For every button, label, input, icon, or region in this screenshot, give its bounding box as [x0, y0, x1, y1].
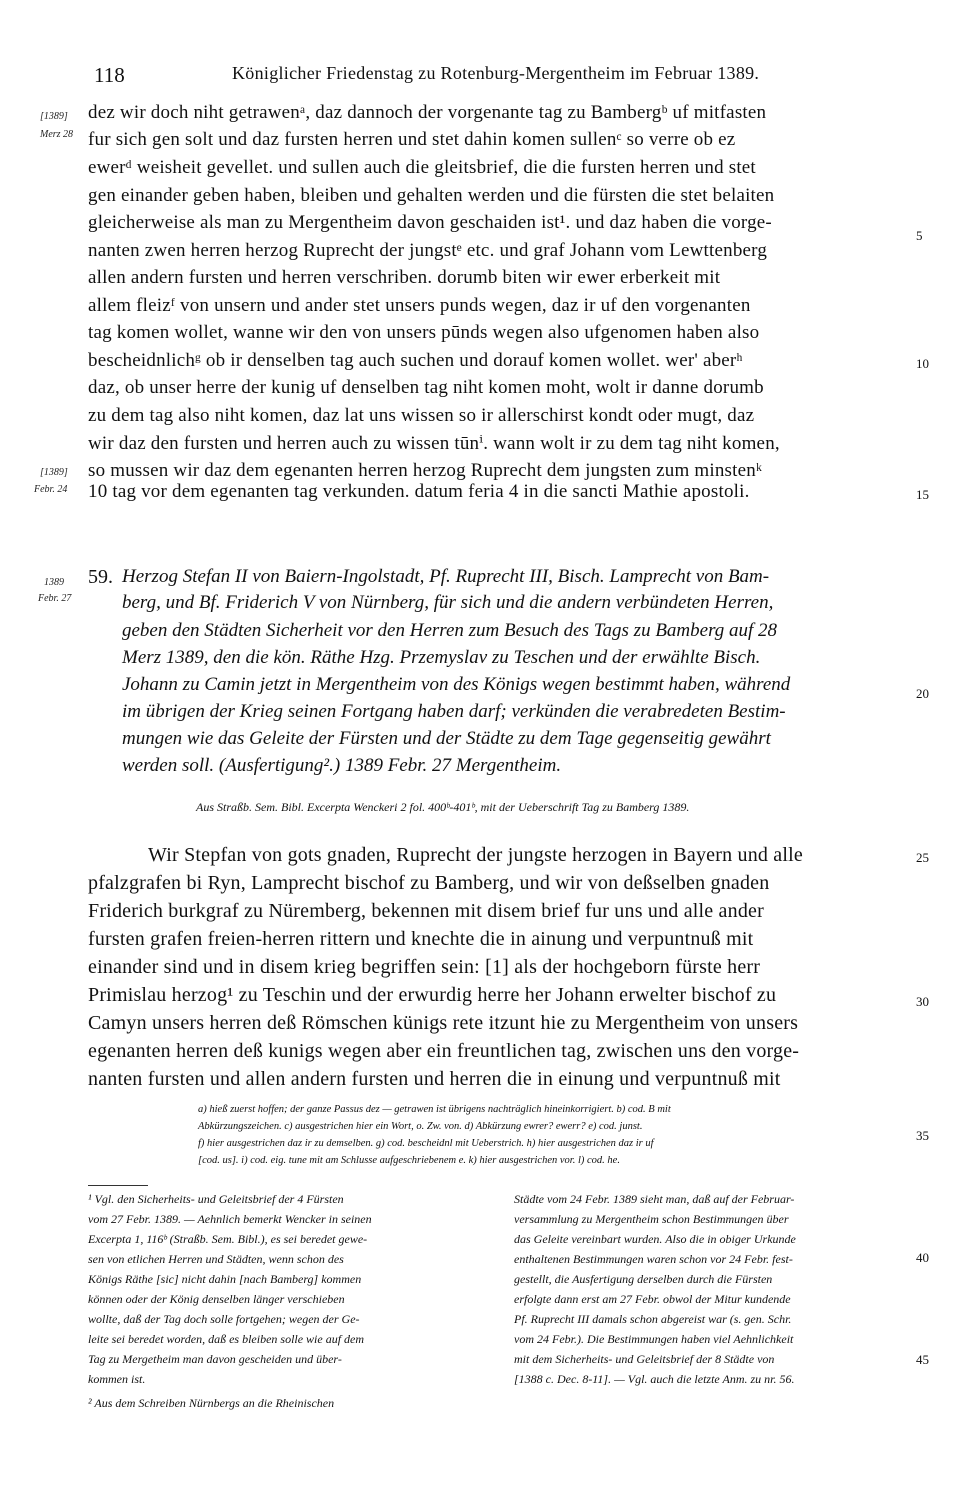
- document-line: nanten fursten und allen andern fursten und herren die in einung und verpuntnuß mit: [88, 1068, 781, 1090]
- critical-note-line: Abkürzungszeichen. c) ausgestrichen hier ein Wort, o. Zw. von. d) Abkürzung ewrer? ewerr? e) cod. junst.: [198, 1121, 643, 1132]
- footnote-line: ¹ Vgl. den Sicherheits- und Geleitsbrief der 4 Fürsten: [88, 1192, 344, 1206]
- line-number: 15: [916, 487, 929, 502]
- body-line: nanten zwen herren herzog Ruprecht der jungstᵉ etc. und graf Johann vom Lewttenberg: [88, 240, 768, 261]
- body-line: bescheidnlichᵍ ob ir denselben tag auch suchen und dorauf komen wollet. wer' aberʰ: [88, 350, 743, 371]
- document-line: egenanten herren deß kunigs wegen aber ein freuntlichen tag, zwischen uns den vorge-: [88, 1040, 800, 1062]
- line-number: 40: [916, 1250, 929, 1265]
- footnote-line: Städte vom 24 Febr. 1389 sieht man, daß auf der Februar-: [514, 1192, 795, 1206]
- footnote-line: wollte, daß der Tag doch solle fortgehen; wegen der Ge-: [88, 1312, 360, 1326]
- body-line: zu dem tag also niht komen, daz lat uns wissen so ir allerschirst kondt oder mugt, daz: [88, 405, 755, 426]
- regest-line: berg, und Bf. Friderich V von Nürnberg, für sich und die andern verbündeten Herren,: [122, 592, 774, 613]
- line-number: 10: [916, 356, 929, 371]
- footnote-line: sen von etlichen Herren und Städten, wenn schon des: [88, 1252, 344, 1266]
- regest-line: Merz 1389, den die kön. Räthe Hzg. Przemyslav zu Teschen und der erwählte Bisch.: [122, 647, 761, 668]
- regest-line: Herzog Stefan II von Baiern-Ingolstadt, Pf. Ruprecht III, Bisch. Lamprecht von Bam-: [122, 566, 770, 587]
- margin-date: Febr. 24: [34, 484, 68, 495]
- regest-line: im übrigen der Krieg seinen Fortgang haben darf; verkünden die verabredeten Bestim-: [122, 701, 786, 722]
- critical-note-line: a) hieß zuerst hoffen; der ganze Passus dez — getrawen ist übrigens nachträglich hineinkorrigiert. b) cod. B mit: [198, 1104, 671, 1115]
- footnote-line: können oder der König denselben länger verschieben: [88, 1292, 345, 1306]
- line-number: 20: [916, 686, 929, 701]
- footnote-line: ² Aus dem Schreiben Nürnbergs an die Rheinischen: [88, 1396, 335, 1410]
- line-number: 5: [916, 228, 923, 243]
- document-line: einander sind und in disem krieg begriffen sein: [1] als der hochgeborn fürste herr: [88, 956, 761, 978]
- margin-date: 1389: [44, 577, 64, 588]
- body-line: daz, ob unser herre der kunig uf denselben tag niht komen moht, wolt ir danne dorumb: [88, 377, 764, 398]
- footnote-line: [1388 c. Dec. 8-11]. — Vgl. auch die letzte Anm. zu nr. 56.: [514, 1372, 795, 1386]
- body-line: ewerᵈ weisheit gevellet. und sullen auch die gleitsbrief, die die fursten herren und stet: [88, 157, 756, 178]
- footnote-line: versammlung zu Mergentheim schon Bestimmungen über: [514, 1212, 789, 1226]
- document-line: Camyn unsers herren deß Römschen künigs rete itzunt hie zu Mergentheim von unsers: [88, 1012, 799, 1034]
- running-title: Königlicher Friedenstag zu Rotenburg-Mergentheim im Februar 1389.: [232, 63, 760, 83]
- footnote-line: Königs Räthe [sic] nicht dahin [nach Bamberg] kommen: [88, 1272, 362, 1286]
- line-number: 45: [916, 1352, 929, 1367]
- body-line: wir daz den fursten und herren auch zu wissen tūnⁱ. wann wolt ir zu dem tag niht komen,: [88, 433, 780, 454]
- footnote-line: vom 24 Febr.). Die Bestimmungen haben viel Aehnlichkeit: [514, 1332, 794, 1346]
- body-line: 10 tag vor dem egenanten tag verkunden. datum feria 4 in die sancti Mathie apostoli.: [88, 481, 750, 502]
- regest-number: 59.: [88, 566, 113, 588]
- body-line: allem fleizᶠ von unsern und ander stet unsers punds wegen, daz ir uf den vorgenanten: [88, 295, 751, 316]
- body-line: fur sich gen solt und daz fursten herren und stet dahin komen sullenᶜ so verre ob ez: [88, 129, 736, 150]
- regest-line: werden soll. (Ausfertigung².) 1389 Febr. 27 Mergentheim.: [122, 755, 562, 776]
- footnote-rule: [88, 1185, 148, 1186]
- footnote-line: Tag zu Mergetheim man davon gescheiden und über-: [88, 1352, 342, 1366]
- document-line: Friderich burkgraf zu Nüremberg, bekennen mit disem brief fur uns und alle ander: [88, 900, 764, 922]
- document-line: fursten grafen freien-herren rittern und knechte die in ainung und verpuntnuß mit: [88, 928, 754, 950]
- margin-date: Merz 28: [40, 129, 74, 140]
- page-number: 118: [94, 63, 125, 87]
- footnote-line: leite sei beredet worden, daß es bleiben solle wie auf dem: [88, 1332, 365, 1346]
- critical-note-line: [cod. us]. i) cod. eig. tune mit am Schlusse aufgeschriebenem e. k) hier ausgestrichen vor. l) cod. he.: [198, 1155, 620, 1166]
- body-line: tag komen wollet, wanne wir den von unsers pūnds wegen also ufgenomen haben also: [88, 322, 760, 343]
- footnote-line: Pf. Ruprecht III damals schon abgereist war (s. gen. Schr.: [514, 1312, 792, 1326]
- line-number: 35: [916, 1128, 929, 1143]
- footnote-line: erfolgte dann erst am 27 Febr. obwol der Mitur kundende: [514, 1292, 791, 1306]
- line-number: 30: [916, 994, 929, 1009]
- document-line: Primislau herzog¹ zu Teschin und der erwurdig herre her Johann erwelter bischof zu: [88, 984, 777, 1006]
- body-line: so mussen wir daz dem egenanten herren herzog Ruprecht dem jungsten zum minstenᵏ: [88, 460, 763, 481]
- critical-note-line: f) hier ausgestrichen daz ir zu demselben. g) cod. bescheidnl mit Ueberstrich. h) hier ausgestrichen daz ir uf: [198, 1138, 654, 1149]
- footnote-line: enthaltenen Bestimmungen waren schon vor 24 Febr. fest-: [514, 1252, 793, 1266]
- body-line: dez wir doch niht getrawenᵃ, daz dannoch der vorgenante tag zu Bambergᵇ uf mitfasten: [88, 102, 767, 123]
- body-line: gleicherweise als man zu Mergentheim davon geschaiden ist¹. und daz haben die vorge-: [88, 212, 772, 233]
- regest-line: geben den Städten Sicherheit vor den Herren zum Besuch des Tags zu Bamberg auf 28: [122, 620, 778, 641]
- footnote-line: kommen ist.: [88, 1372, 146, 1386]
- margin-date: [1389]: [40, 467, 68, 478]
- line-number: 25: [916, 850, 929, 865]
- footnote-line: das Geleite vereinbart wurden. Also die in obiger Urkunde: [514, 1232, 796, 1246]
- body-line: allen andern fursten und herren verschriben. dorumb biten wir ewer erberkeit mit: [88, 267, 721, 288]
- margin-date: Febr. 27: [38, 593, 72, 604]
- body-line: gen einander geben haben, bleiben und gehalten werden und die fürsten die stet belaiten: [88, 185, 775, 206]
- footnote-line: gestellt, die Ausfertigung derselben durch die Fürsten: [514, 1272, 773, 1286]
- regest-line: mungen wie das Geleite der Fürsten und der Städte zu dem Tage gegenseitig gewährt: [122, 728, 771, 749]
- document-line: pfalzgrafen bi Ryn, Lamprecht bischof zu Bamberg, und wir von deßselben gnaden: [88, 872, 770, 894]
- margin-date: [1389]: [40, 111, 68, 122]
- footnote-line: vom 27 Febr. 1389. — Aehnlich bemerkt Wencker in seinen: [88, 1212, 372, 1226]
- regest-line: Johann zu Camin jetzt in Mergentheim von des Königs wegen bestimmt haben, während: [122, 674, 791, 695]
- source-line: Aus Straßb. Sem. Bibl. Excerpta Wenckeri 2 fol. 400ᵇ-401ᵇ, mit der Ueberschrift Tag zu Bamberg 1389.: [196, 800, 690, 814]
- footnote-line: mit dem Sicherheits- und Geleitsbrief der 8 Städte von: [514, 1352, 775, 1366]
- footnote-line: Excerpta 1, 116ᵇ (Straßb. Sem. Bibl.), es sei beredet gewe-: [88, 1232, 368, 1246]
- document-line: Wir Stepfan von gots gnaden, Ruprecht der jungste herzogen in Bayern und alle: [148, 844, 803, 866]
